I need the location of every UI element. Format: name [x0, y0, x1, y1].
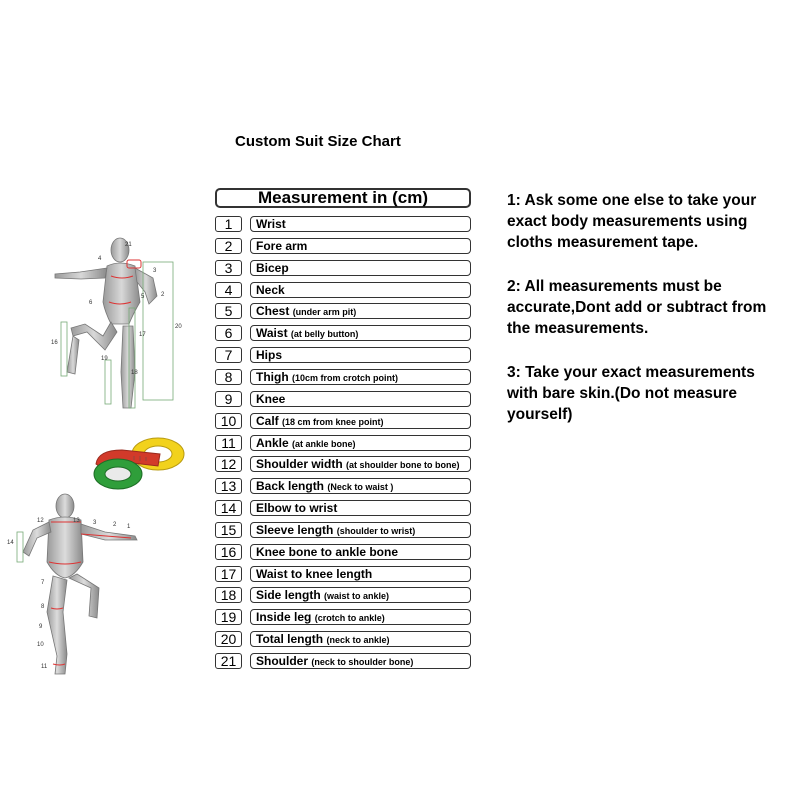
measurement-label-box: [250, 522, 471, 538]
measurement-number: 21: [215, 653, 242, 669]
measurement-label-box: [250, 544, 471, 560]
measurement-number: 1: [215, 216, 242, 232]
front-label: 3: [153, 268, 157, 274]
measuring-tape-icon: [88, 432, 188, 494]
measurement-note: (at ankle bone): [292, 439, 356, 449]
measurement-label: Sleeve length: [256, 523, 334, 537]
instruction-step-3: 3: Take your exact measurements with bare skin.(Do not measure yourself): [507, 364, 755, 423]
measurement-label: Neck: [256, 283, 285, 297]
measurement-label-box: [250, 566, 471, 582]
measurement-number: 12: [215, 456, 242, 472]
measurement-note: (10cm from crotch point): [292, 373, 399, 383]
back-label: 12: [37, 518, 44, 524]
measurement-label-box: [250, 391, 471, 407]
front-label: 6: [89, 300, 93, 306]
measurement-label: Knee: [256, 392, 286, 406]
measurement-label-box: [250, 260, 471, 276]
measurement-note: (neck to ankle): [326, 635, 390, 645]
measurement-label-box: [250, 369, 471, 385]
measurement-note: (waist to ankle): [324, 591, 390, 601]
back-label: 3: [93, 520, 97, 526]
measurement-number: 15: [215, 522, 242, 538]
measurement-label-box: [250, 653, 471, 669]
front-label: 4: [98, 256, 102, 262]
measurement-label-box: [250, 500, 471, 516]
measurement-label: Bicep: [256, 261, 289, 275]
measurement-label: Wrist: [256, 217, 286, 231]
front-label: 20: [175, 324, 182, 330]
back-label: 8: [41, 604, 45, 610]
measurement-label: Ankle: [256, 436, 289, 450]
measurement-number: 11: [215, 435, 242, 451]
measurement-label-box: [250, 587, 471, 603]
measurement-label-box: [250, 238, 471, 254]
front-label: 16: [51, 340, 58, 346]
measurement-number: 8: [215, 369, 242, 385]
measurement-note: (under arm pit): [292, 307, 357, 317]
measurement-table-header: Measurement in (cm): [215, 188, 471, 208]
front-label: 19: [101, 356, 108, 362]
measurement-label-box: [250, 478, 471, 494]
measurement-label: Hips: [256, 348, 283, 362]
measurement-number: 9: [215, 391, 242, 407]
measurement-number: 5: [215, 303, 242, 319]
measurement-label-box: [250, 325, 471, 341]
instruction-step-2: 2: All measurements must be accurate,Dont add or subtract from the measurements.: [507, 278, 767, 337]
measurement-label: Fore arm: [256, 239, 308, 253]
measurement-label: Inside leg: [256, 610, 312, 624]
back-body-figure: [5, 492, 155, 682]
measurement-note: (crotch to ankle): [314, 613, 385, 623]
front-label: 18: [131, 370, 138, 376]
measurement-label: Chest: [256, 304, 290, 318]
measurement-number: 17: [215, 566, 242, 582]
back-label: 7: [41, 580, 45, 586]
measurement-label: Waist to knee length: [256, 567, 373, 581]
back-label: 11: [41, 664, 48, 670]
measurement-label: Total length: [256, 632, 324, 646]
measurement-number: 4: [215, 282, 242, 298]
measurement-label: Back length: [256, 479, 325, 493]
measurement-number: 18: [215, 587, 242, 603]
back-label: 14: [7, 540, 14, 546]
measurement-label: Calf: [256, 414, 279, 428]
measurement-label-box: [250, 456, 471, 472]
measurement-label: Side length: [256, 588, 321, 602]
measurement-number: 10: [215, 413, 242, 429]
measurement-label-box: [250, 609, 471, 625]
measurement-number: 14: [215, 500, 242, 516]
instruction-step-1: 1: Ask some one else to take your exact body measurements using cloths measurement tape.: [507, 192, 757, 251]
measurement-number: 13: [215, 478, 242, 494]
page-title: Custom Suit Size Chart: [235, 133, 401, 150]
front-label: 17: [139, 332, 146, 338]
measurement-note: (Neck to waist ): [327, 482, 394, 492]
measurement-label: Waist: [256, 326, 288, 340]
measurement-note: (shoulder to wrist): [336, 526, 416, 536]
measurement-number: 6: [215, 325, 242, 341]
measurement-number: 16: [215, 544, 242, 560]
back-label: 1: [127, 524, 131, 530]
measurement-note: (at shoulder bone to bone): [346, 460, 460, 470]
measurement-label-box: [250, 282, 471, 298]
back-label: 13: [73, 518, 80, 524]
measurement-label: Elbow to wrist: [256, 501, 338, 515]
measurement-label-box: [250, 347, 471, 363]
measurement-number: 7: [215, 347, 242, 363]
back-label: 9: [39, 624, 43, 630]
back-label: 2: [113, 522, 117, 528]
measurement-number: 20: [215, 631, 242, 647]
measurement-number: 3: [215, 260, 242, 276]
back-label: 10: [37, 642, 44, 648]
front-body-figure: [45, 232, 195, 422]
measurement-label-box: [250, 216, 471, 232]
measurement-note: (at belly button): [290, 329, 359, 339]
measurement-label: Shoulder: [256, 654, 309, 668]
measurement-number: 19: [215, 609, 242, 625]
measurement-number: 2: [215, 238, 242, 254]
front-label: 5: [141, 294, 145, 300]
measurement-label: Thigh: [256, 370, 289, 384]
measurement-label-box: [250, 435, 471, 451]
front-label: 2: [161, 292, 165, 298]
measurement-note: (18 cm from knee point): [282, 417, 384, 427]
measurement-label: Shoulder width: [256, 457, 343, 471]
front-label: 21: [125, 242, 132, 248]
measurement-label-box: [250, 413, 471, 429]
measurement-label-box: [250, 303, 471, 319]
measurement-note: (neck to shoulder bone): [311, 657, 414, 667]
measurement-label: Knee bone to ankle bone: [256, 545, 399, 559]
measurement-label-box: [250, 631, 471, 647]
